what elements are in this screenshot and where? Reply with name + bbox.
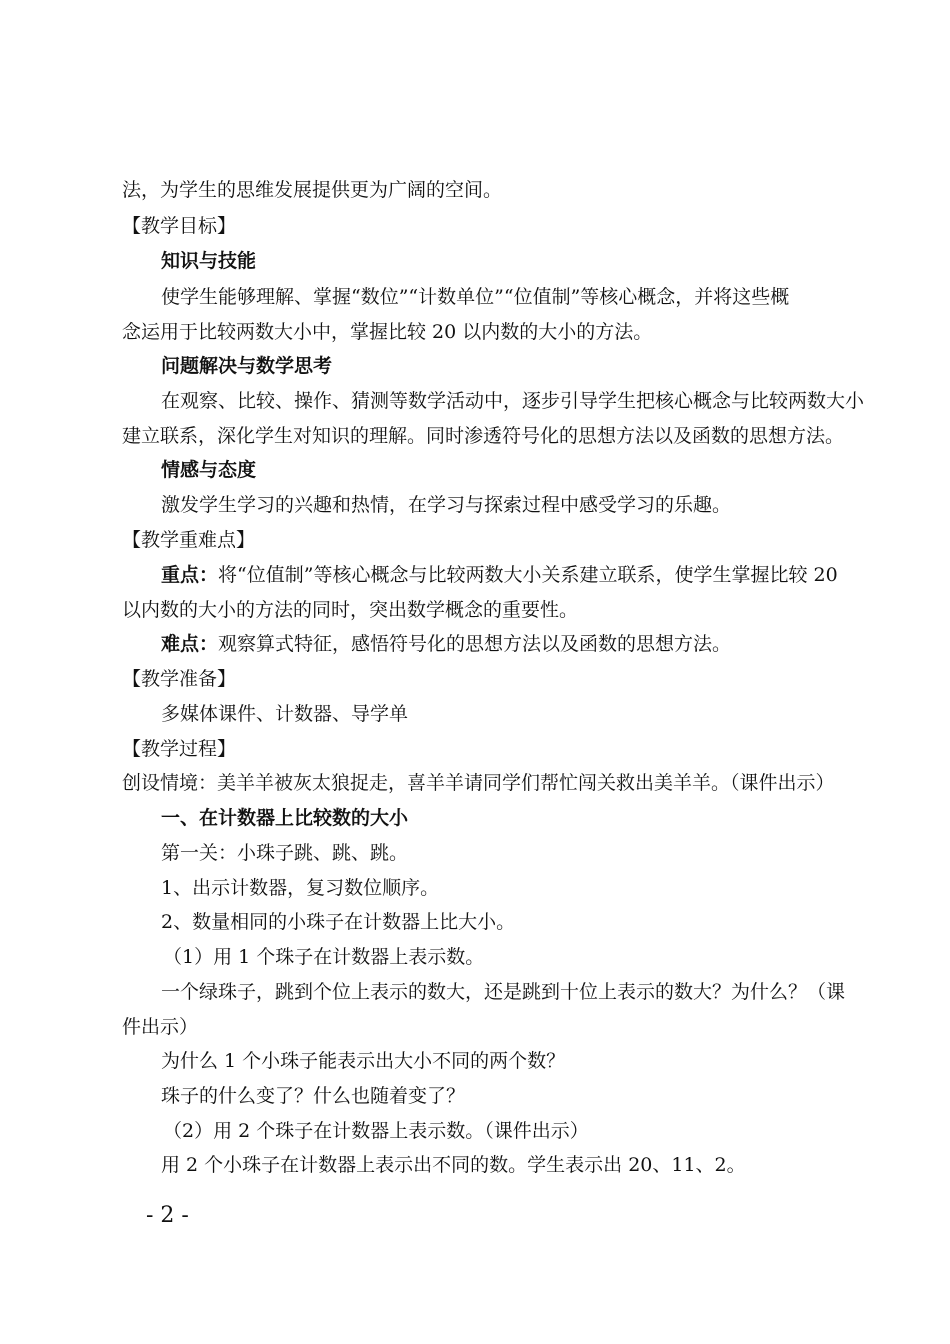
section-heading: 【教学过程】 (122, 738, 237, 760)
key-point-text: 将“位值制”等核心概念与比较两数大小关系建立联系，使学生掌握比较 20 (218, 564, 838, 586)
paragraph-line: 建立联系，深化学生对知识的理解。同时渗透符号化的思想方法以及函数的思想方法。 (122, 425, 845, 447)
paragraph-line: 一个绿珠子，跳到个位上表示的数大，还是跳到十位上表示的数大？为什么？（课 (161, 981, 846, 1003)
paragraph-line: 第一关：小珠子跳、跳、跳。 (161, 842, 409, 864)
difficult-point-label: 难点： (161, 633, 219, 655)
paragraph-line (161, 563, 838, 587)
paragraph-line (161, 632, 731, 656)
paragraph-line: 1、出示计数器，复习数位顺序。 (161, 877, 440, 899)
paragraph-line: 2、数量相同的小珠子在计数器上比大小。 (161, 911, 516, 933)
key-point-label: 重点： (161, 564, 219, 586)
subsection-heading: 知识与技能 (161, 250, 257, 272)
paragraph-line: 念运用于比较两数大小中，掌握比较 20 以内数的大小的方法。 (122, 321, 653, 343)
page-number: - 2 - (146, 1203, 189, 1228)
paragraph-line: 创设情境：美羊羊被灰太狼捉走，喜羊羊请同学们帮忙闯关救出美羊羊。（课件出示） (122, 772, 835, 794)
paragraph-line: （2）用 2 个珠子在计数器上表示数。（课件出示） (163, 1120, 589, 1142)
paragraph-line: 在观察、比较、操作、猜测等数学活动中，逐步引导学生把核心概念与比较两数大小 (161, 390, 865, 412)
paragraph-line: 激发学生学习的兴趣和热情，在学习与探索过程中感受学习的乐趣。 (161, 494, 732, 516)
paragraph-line: 用 2 个小珠子在计数器上表示出不同的数。学生表示出 20、11、2。 (161, 1154, 746, 1176)
subsection-heading: 情感与态度 (161, 459, 257, 481)
paragraph-line: 使学生能够理解、掌握“数位”“计数单位”“位值制”等核心概念，并将这些概 (161, 286, 790, 308)
difficult-point-text: 观察算式特征，感悟符号化的思想方法以及函数的思想方法。 (218, 633, 732, 655)
subsection-heading: 一、在计数器上比较数的大小 (161, 807, 409, 829)
paragraph-line: （1）用 1 个珠子在计数器上表示数。 (163, 946, 485, 968)
section-heading: 【教学目标】 (122, 215, 237, 237)
paragraph-line: 件出示） (122, 1016, 199, 1038)
paragraph-line: 为什么 1 个小珠子能表示出大小不同的两个数？ (161, 1050, 566, 1072)
paragraph-line: 法，为学生的思维发展提供更为广阔的空间。 (122, 179, 503, 201)
paragraph-line: 以内数的大小的方法的同时，突出数学概念的重要性。 (122, 599, 579, 621)
paragraph-line: 珠子的什么变了？什么也随着变了？ (161, 1085, 466, 1107)
section-heading: 【教学重难点】 (122, 529, 256, 551)
paragraph-line: 多媒体课件、计数器、导学单 (161, 703, 409, 725)
subsection-heading: 问题解决与数学思考 (161, 355, 333, 377)
section-heading: 【教学准备】 (122, 668, 237, 690)
